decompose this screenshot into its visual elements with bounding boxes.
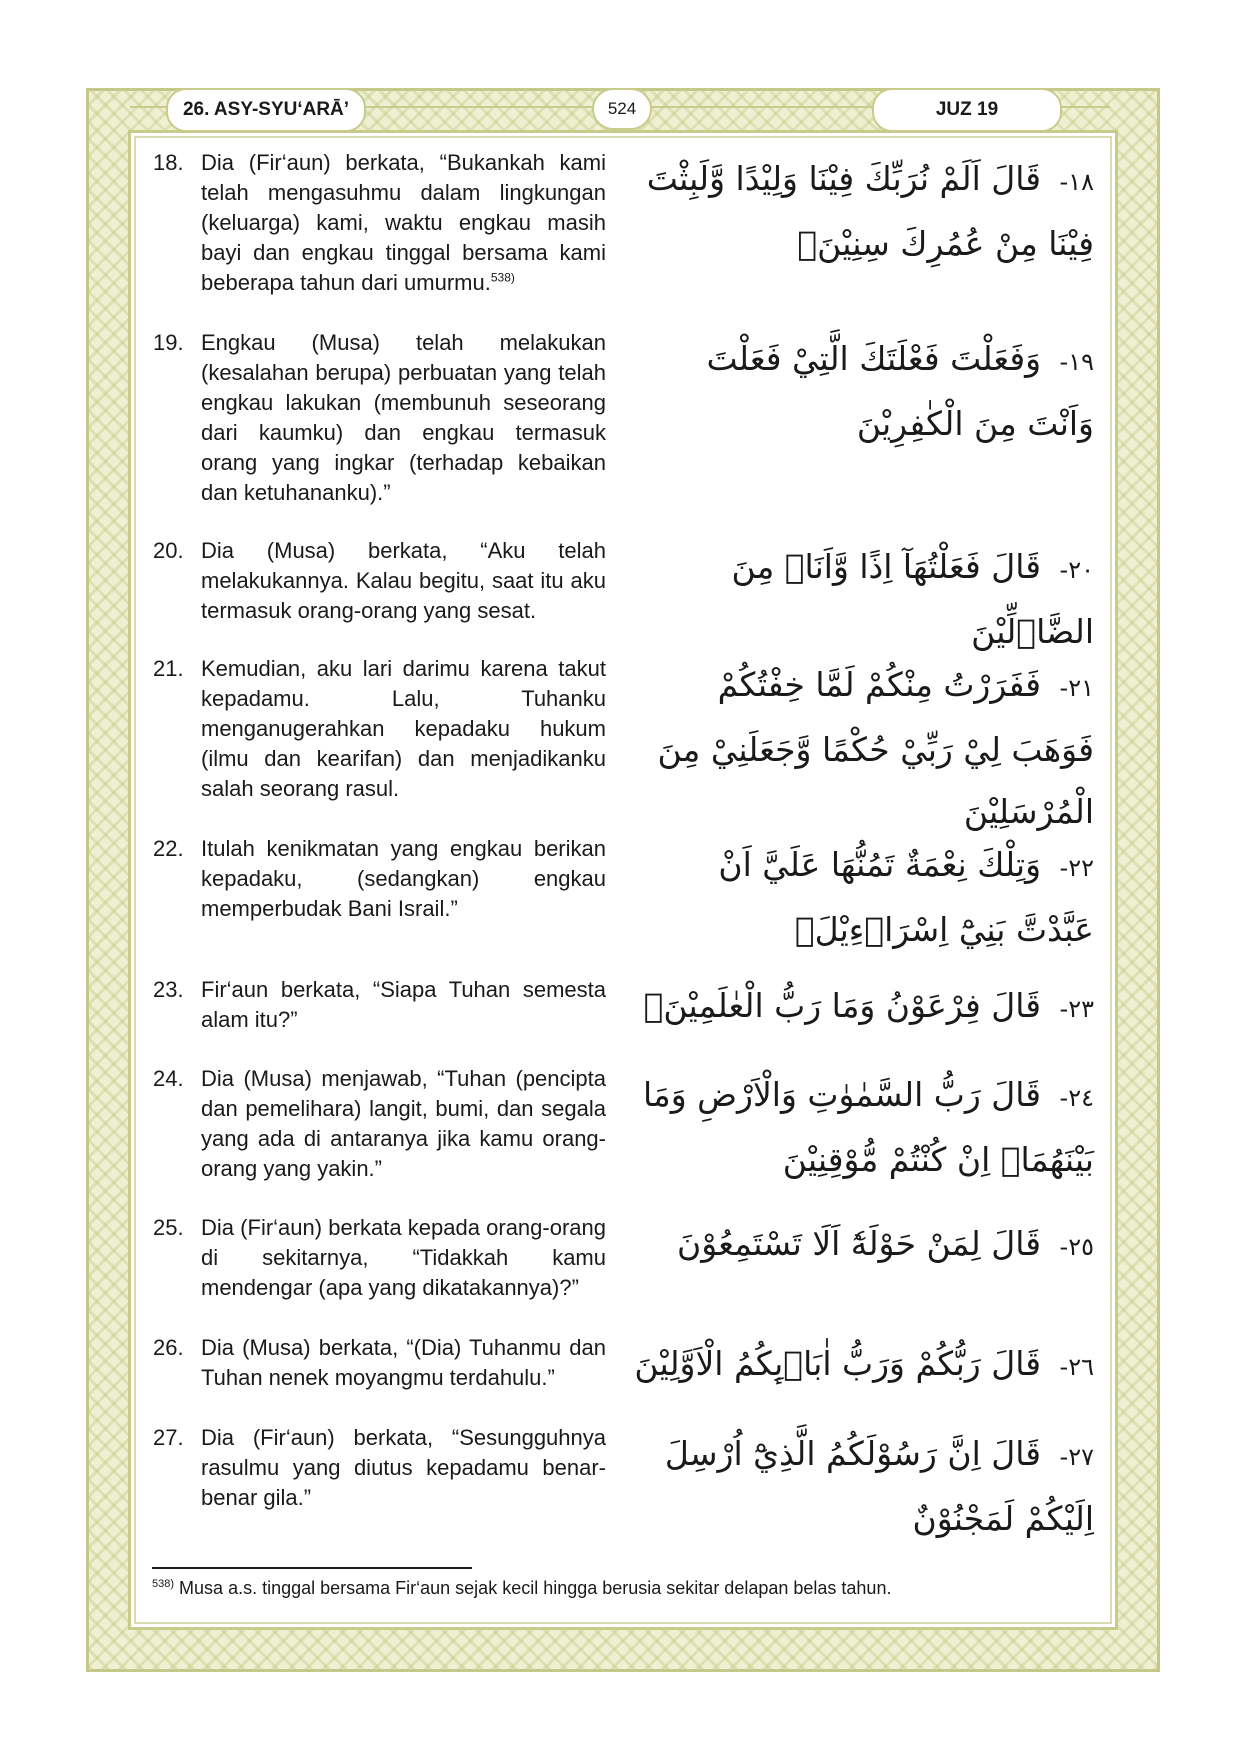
arabic-verse: قَالَ فَعَلْتُهَآ اِذًا وَّاَنَا۠ مِنَ الضَّاۤلِّيْنَ	[731, 547, 1094, 651]
verse-translation	[150, 654, 606, 804]
arabic-verse-number: ٢١-	[1059, 674, 1094, 702]
verse-translation	[150, 328, 606, 508]
verse-number: 25.	[153, 1215, 184, 1240]
verse-number: 18.	[153, 150, 184, 175]
verse-number: 19.	[153, 330, 184, 355]
arabic-text	[634, 536, 1094, 663]
translation-text: Kemudian, aku lari darimu karena takut kepadamu. Lalu, Tuhanku menganugerahkan kepadaku hukum (ilmu dan kearifan) dan menjadikanku salah seorang rasul.	[201, 656, 606, 801]
arabic-verse: قَالَ رَبُّكُمْ وَرَبُّ اٰبَاۤىِٕكُمُ الْاَوَّلِيْنَ	[634, 1344, 1042, 1383]
arabic-text	[634, 148, 1094, 275]
translation-text: Dia (Fir‘aun) berkata kepada orang-orang di sekitarnya, “Tidakkah kamu mendengar (apa yang dikatakannya)?”	[201, 1215, 606, 1300]
arabic-verse-number: ١٩-	[1059, 348, 1094, 376]
arabic-verse-number: ١٨-	[1059, 168, 1094, 196]
verse-translation	[150, 1064, 606, 1184]
arabic-text	[634, 1064, 1094, 1191]
verse-number: 26.	[153, 1335, 184, 1360]
translation-text: Dia (Musa) berkata, “(Dia) Tuhanmu dan Tuhan nenek moyangmu terdahulu.”	[201, 1335, 606, 1390]
arabic-text	[634, 654, 1094, 843]
arabic-text	[634, 328, 1094, 455]
verse-number: 27.	[153, 1425, 184, 1450]
arabic-verse: قَالَ فِرْعَوْنُ وَمَا رَبُّ الْعٰلَمِيْنَۗ	[643, 986, 1042, 1025]
translation-text: Itulah kenikmatan yang engkau berikan kepadaku, (sedangkan) engkau memperbudak Bani Israil.”	[201, 836, 606, 921]
footnote-marker: 538)	[152, 1578, 175, 1590]
translation-text: Dia (Musa) menjawab, “Tuhan (pencipta dan pemelihara) langit, bumi, dan segala yang ada di antaranya jika kamu orang-orang yang yakin.”	[201, 1066, 606, 1181]
arabic-verse: قَالَ رَبُّ السَّمٰوٰتِ وَالْاَرْضِ وَمَا بَيْنَهُمَاۗ اِنْ كُنْتُمْ مُّوْقِنِيْنَ	[643, 1075, 1094, 1179]
arabic-verse: قَالَ لِمَنْ حَوْلَهٗٓ اَلَا تَسْتَمِعُوْنَ	[676, 1224, 1042, 1263]
verse-translation	[150, 834, 606, 924]
translation-text: Dia (Fir‘aun) berkata, “Bukankah kami telah mengasuhmu dalam lingkungan (keluarga) kami, waktu engkau masih bayi dan engkau tinggal bersama kami beberapa tahun dari umurmu.	[201, 150, 606, 295]
arabic-text	[634, 1333, 1094, 1398]
verse-translation	[150, 536, 606, 626]
arabic-text	[634, 975, 1094, 1040]
arabic-verse: فَفَرَرْتُ مِنْكُمْ لَمَّا خِفْتُكُمْ فَوَهَبَ لِيْ رَبِّيْ حُكْمًا وَّجَعَلَنِيْ مِنَ الْمُرْسَلِيْنَ	[657, 665, 1094, 831]
footnote-ref: 538)	[490, 270, 515, 285]
arabic-verse-number: ٢٢-	[1059, 854, 1094, 882]
verse-translation	[150, 975, 606, 1035]
arabic-text	[634, 834, 1094, 961]
arabic-text	[634, 1213, 1094, 1278]
verse-number: 23.	[153, 977, 184, 1002]
arabic-verse-number: ٢٧-	[1059, 1443, 1094, 1471]
arabic-verse-number: ٢٤-	[1059, 1084, 1094, 1112]
arabic-verse-number: ٢٠-	[1059, 556, 1094, 584]
verse-number: 24.	[153, 1066, 184, 1091]
verse-translation	[150, 148, 606, 298]
verse-translation	[150, 1333, 606, 1393]
arabic-verse-number: ٢٦-	[1059, 1353, 1094, 1381]
translation-text: Fir‘aun berkata, “Siapa Tuhan semesta alam itu?”	[201, 977, 606, 1032]
footnote-text: Musa a.s. tinggal bersama Fir‘aun sejak kecil hingga berusia sekitar delapan belas tahun.	[179, 1578, 892, 1598]
arabic-verse: قَالَ اَلَمْ نُرَبِّكَ فِيْنَا وَلِيْدًا وَّلَبِثْتَ فِيْنَا مِنْ عُمُرِكَ سِنِيْنَۙ	[646, 159, 1094, 263]
verse-number: 20.	[153, 538, 184, 563]
footnote-divider	[152, 1567, 472, 1569]
translation-text: Dia (Fir‘aun) berkata, “Sesungguhnya rasulmu yang diutus kepadamu benar-benar gila.”	[201, 1425, 606, 1510]
verse-number: 22.	[153, 836, 184, 861]
verse-translation	[150, 1213, 606, 1303]
arabic-verse: وَفَعَلْتَ فَعْلَتَكَ الَّتِيْ فَعَلْتَ وَاَنْتَ مِنَ الْكٰفِرِيْنَ	[706, 339, 1094, 443]
arabic-verse-number: ٢٣-	[1059, 995, 1094, 1023]
verse-translation	[150, 1423, 606, 1513]
translation-text: Dia (Musa) berkata, “Aku telah melakukannya. Kalau begitu, saat itu aku termasuk orang-orang yang sesat.	[201, 538, 606, 623]
arabic-text	[634, 1423, 1094, 1550]
translation-text: Engkau (Musa) telah melakukan (kesalahan berupa) perbuatan yang telah engkau lakukan (membunuh seseorang dari kaumku) dan engkau termasuk orang yang ingkar (terhadap kebaikan dan ketuhananku).”	[201, 330, 606, 505]
page-number: 524	[592, 88, 652, 130]
juz-label: JUZ 19	[872, 88, 1062, 132]
arabic-verse: قَالَ اِنَّ رَسُوْلَكُمُ الَّذِيْٓ اُرْسِلَ اِلَيْكُمْ لَمَجْنُوْنٌ	[664, 1434, 1094, 1538]
arabic-verse: وَتِلْكَ نِعْمَةٌ تَمُنُّهَا عَلَيَّ اَنْ عَبَّدْتَّ بَنِيْٓ اِسْرَاۤءِيْلَۗ	[718, 845, 1094, 949]
footnote	[152, 1578, 1052, 1599]
verse-number: 21.	[153, 656, 184, 681]
surah-title: 26. ASY-SYU‘ARĀ’	[166, 88, 366, 132]
arabic-verse-number: ٢٥-	[1059, 1233, 1094, 1261]
